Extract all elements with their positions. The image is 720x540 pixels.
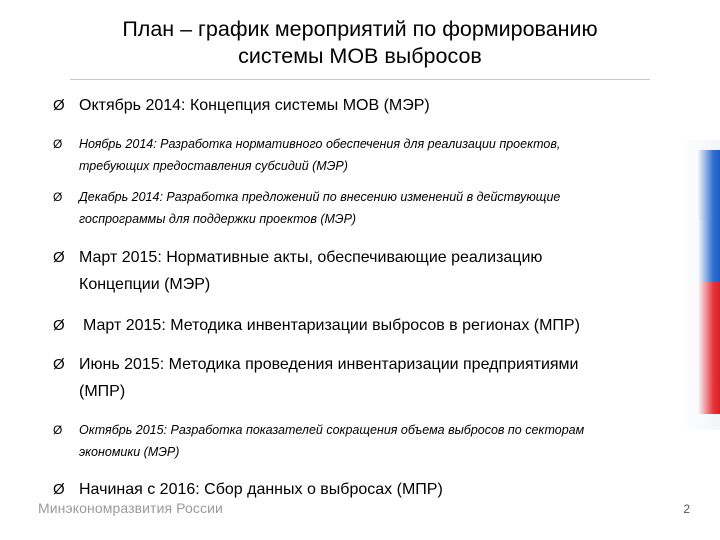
bullet-item-7 — [53, 419, 703, 463]
bullet-item-4 — [53, 244, 703, 298]
slide-title-line-1: План – график мероприятий по формированию — [122, 17, 598, 41]
slide-title-line-2: системы МОВ выбросов — [238, 44, 482, 68]
bullet-item-text: Начиная с 2016: Сбор данных о выбросах (МПР) — [79, 481, 443, 498]
bullet-arrow-icon: Ø — [53, 249, 65, 266]
bullet-item-text: госпрограммы для поддержки проектов (МЭР) — [79, 212, 357, 226]
bullet-item-2 — [53, 133, 703, 177]
bullet-item-text: Март 2015: Нормативные акты, обеспечивающие реализацию — [79, 249, 543, 266]
bullet-arrow-icon: Ø — [53, 190, 63, 204]
bullet-item-text: требующих предоставления субсидий (МЭР) — [79, 159, 348, 173]
bullet-arrow-icon: Ø — [53, 317, 65, 334]
page-number: 2 — [683, 502, 690, 516]
bullet-item-text: Июнь 2015: Методика проведения инвентаризации предприятиями — [79, 356, 579, 373]
bullet-item-5 — [53, 312, 703, 339]
bullet-item-1 — [53, 92, 703, 119]
bullet-item-text: Октябрь 2014: Концепция системы МОВ (МЭР) — [79, 97, 430, 114]
bullet-item-8 — [53, 476, 703, 503]
bullet-item-text: Декабрь 2014: Разработка предложений по внесению изменений в действующие — [79, 190, 561, 204]
bullet-item-text: экономики (МЭР) — [79, 445, 180, 459]
bullet-item-3 — [53, 186, 703, 230]
bullet-item-text: Концепции (МЭР) — [79, 276, 211, 293]
bullet-arrow-icon: Ø — [53, 97, 65, 114]
ministry-logo-text: Минэкономразвития России — [38, 500, 223, 516]
bullet-item-text: Октябрь 2015: Разработка показателей сокращения объема выбросов по секторам — [79, 423, 585, 437]
bullet-arrow-icon: Ø — [53, 423, 63, 437]
bullet-arrow-icon: Ø — [53, 356, 65, 373]
bullet-arrow-icon: Ø — [53, 481, 65, 498]
bullet-item-text: (МПР) — [79, 383, 126, 400]
bullet-arrow-icon: Ø — [53, 137, 63, 151]
bullet-item-6 — [53, 351, 703, 405]
bullet-item-text: Март 2015: Методика инвентаризации выбросов в регионах (МПР) — [83, 317, 580, 334]
bullet-item-text: Ноябрь 2014: Разработка нормативного обеспечения для реализации проектов, — [79, 137, 561, 151]
